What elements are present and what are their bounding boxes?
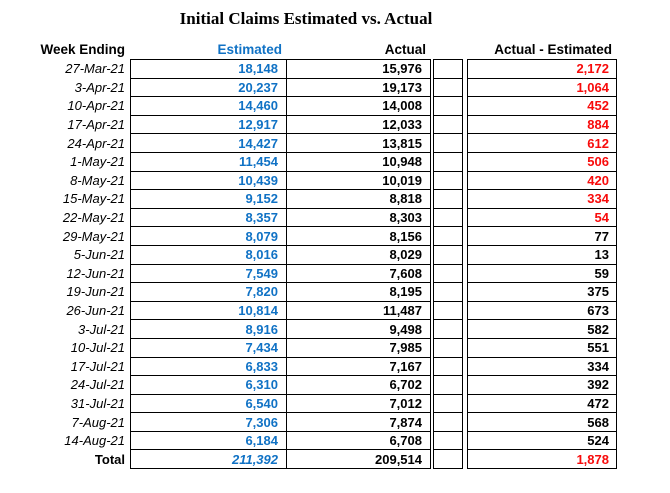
actual-cell[interactable]: 6,708	[286, 431, 431, 451]
week-ending-cell[interactable]: 8-May-21	[70, 172, 125, 188]
estimated-cell[interactable]: 10,814	[130, 301, 287, 321]
spacer-cell[interactable]	[433, 78, 463, 98]
total-spacer-cell[interactable]	[433, 449, 463, 469]
estimated-cell[interactable]: 8,016	[130, 245, 287, 265]
week-ending-cell[interactable]: 3-Apr-21	[74, 79, 125, 95]
actual-cell[interactable]: 8,195	[286, 282, 431, 302]
col-header-week-ending: Week Ending	[40, 42, 125, 57]
actual-cell[interactable]: 15,976	[286, 59, 431, 79]
diff-cell[interactable]: 375	[467, 282, 617, 302]
spacer-cell[interactable]	[433, 115, 463, 135]
actual-cell[interactable]: 7,874	[286, 412, 431, 432]
diff-cell[interactable]: 420	[467, 171, 617, 191]
diff-cell[interactable]: 582	[467, 319, 617, 339]
estimated-cell[interactable]: 7,434	[130, 338, 287, 358]
spacer-cell[interactable]	[433, 96, 463, 116]
actual-cell[interactable]: 8,818	[286, 189, 431, 209]
actual-cell[interactable]: 19,173	[286, 78, 431, 98]
week-ending-cell[interactable]: 22-May-21	[62, 210, 125, 226]
actual-cell[interactable]: 8,303	[286, 208, 431, 228]
estimated-cell[interactable]: 7,820	[130, 282, 287, 302]
total-diff-cell[interactable]: 1,878	[467, 449, 617, 469]
table-row	[0, 375, 670, 395]
week-ending-cell[interactable]: 24-Jul-21	[70, 377, 125, 393]
actual-cell[interactable]: 10,948	[286, 152, 431, 172]
diff-cell[interactable]: 334	[467, 357, 617, 377]
diff-cell[interactable]: 551	[467, 338, 617, 358]
week-ending-cell[interactable]: 5-Jun-21	[73, 247, 125, 263]
week-ending-cell[interactable]: 17-Jul-21	[70, 358, 125, 374]
spacer-cell[interactable]	[433, 245, 463, 265]
table-row	[0, 282, 670, 302]
estimated-cell[interactable]: 7,306	[130, 412, 287, 432]
week-ending-cell[interactable]: 17-Apr-21	[67, 117, 125, 133]
estimated-cell[interactable]: 6,833	[130, 357, 287, 377]
col-header-estimated: Estimated	[217, 42, 282, 57]
diff-cell[interactable]: 673	[467, 301, 617, 321]
table-row	[0, 189, 670, 209]
table-row	[0, 431, 670, 451]
table-row	[0, 96, 670, 116]
spacer-cell[interactable]	[433, 264, 463, 284]
diff-cell[interactable]: 54	[467, 208, 617, 228]
diff-cell[interactable]: 884	[467, 115, 617, 135]
table-row	[0, 115, 670, 135]
table-row	[0, 319, 670, 339]
spacer-cell[interactable]	[433, 338, 463, 358]
actual-cell[interactable]: 7,985	[286, 338, 431, 358]
estimated-cell[interactable]: 18,148	[130, 59, 287, 79]
actual-cell[interactable]: 12,033	[286, 115, 431, 135]
estimated-cell[interactable]: 7,549	[130, 264, 287, 284]
spacer-cell[interactable]	[433, 152, 463, 172]
col-header-spacer	[433, 40, 463, 59]
spacer-cell[interactable]	[433, 319, 463, 339]
week-ending-cell[interactable]: 29-May-21	[62, 228, 125, 244]
spacer-cell[interactable]	[433, 59, 463, 79]
week-ending-cell[interactable]: 12-Jun-21	[66, 265, 125, 281]
table-row	[0, 357, 670, 377]
diff-cell[interactable]: 392	[467, 375, 617, 395]
estimated-cell[interactable]: 6,540	[130, 394, 287, 414]
header-row	[0, 40, 670, 59]
diff-cell[interactable]: 1,064	[467, 78, 617, 98]
diff-cell[interactable]: 472	[467, 394, 617, 414]
actual-cell[interactable]: 14,008	[286, 96, 431, 116]
week-ending-cell[interactable]: 31-Jul-21	[70, 395, 125, 411]
week-ending-cell[interactable]: 26-Jun-21	[66, 303, 125, 319]
table-row	[0, 78, 670, 98]
estimated-cell[interactable]: 14,427	[130, 133, 287, 153]
table-row	[0, 264, 670, 284]
table-row	[0, 152, 670, 172]
spacer-cell[interactable]	[433, 412, 463, 432]
estimated-cell[interactable]: 6,184	[130, 431, 287, 451]
table-row	[0, 412, 670, 432]
table-row	[0, 133, 670, 153]
estimated-cell[interactable]: 6,310	[130, 375, 287, 395]
estimated-cell[interactable]: 11,454	[130, 152, 287, 172]
claims-table	[0, 40, 670, 469]
week-ending-cell[interactable]: 1-May-21	[70, 154, 125, 170]
estimated-cell[interactable]: 12,917	[130, 115, 287, 135]
actual-cell[interactable]: 8,029	[286, 245, 431, 265]
actual-cell[interactable]: 10,019	[286, 171, 431, 191]
estimated-cell[interactable]: 20,237	[130, 78, 287, 98]
actual-cell[interactable]: 8,156	[286, 226, 431, 246]
week-ending-cell[interactable]: 7-Aug-21	[71, 414, 125, 430]
week-ending-cell[interactable]: 19-Jun-21	[66, 284, 125, 300]
table-row	[0, 59, 670, 79]
week-ending-cell[interactable]: 27-Mar-21	[65, 61, 125, 77]
estimated-cell[interactable]: 8,916	[130, 319, 287, 339]
table-row	[0, 226, 670, 246]
spacer-cell[interactable]	[433, 301, 463, 321]
week-ending-cell[interactable]: 10-Jul-21	[70, 340, 125, 356]
spacer-cell[interactable]	[433, 171, 463, 191]
spacer-cell[interactable]	[433, 133, 463, 153]
estimated-cell[interactable]: 8,079	[130, 226, 287, 246]
table-row	[0, 208, 670, 228]
total-label-cell[interactable]: Total	[94, 451, 125, 467]
diff-cell[interactable]: 506	[467, 152, 617, 172]
week-ending-cell[interactable]: 3-Jul-21	[78, 321, 125, 337]
diff-cell[interactable]: 568	[467, 412, 617, 432]
table-row	[0, 338, 670, 358]
actual-cell[interactable]: 7,012	[286, 394, 431, 414]
col-header-actual: Actual	[384, 42, 426, 57]
actual-cell[interactable]: 7,608	[286, 264, 431, 284]
actual-cell[interactable]: 7,167	[286, 357, 431, 377]
actual-cell[interactable]: 9,498	[286, 319, 431, 339]
actual-cell[interactable]: 11,487	[286, 301, 431, 321]
spacer-cell[interactable]	[433, 431, 463, 451]
col-header-diff: Actual - Estimated	[494, 42, 612, 57]
spacer-cell[interactable]	[433, 208, 463, 228]
actual-cell[interactable]: 13,815	[286, 133, 431, 153]
diff-cell[interactable]: 524	[467, 431, 617, 451]
diff-cell[interactable]: 334	[467, 189, 617, 209]
table-row	[0, 171, 670, 191]
diff-cell[interactable]: 612	[467, 133, 617, 153]
spacer-cell[interactable]	[433, 282, 463, 302]
spacer-cell[interactable]	[433, 226, 463, 246]
total-estimated-cell[interactable]: 211,392	[130, 449, 287, 469]
spacer-cell[interactable]	[433, 394, 463, 414]
estimated-cell[interactable]: 14,460	[130, 96, 287, 116]
spacer-cell[interactable]	[433, 189, 463, 209]
estimated-cell[interactable]: 9,152	[130, 189, 287, 209]
table-row	[0, 245, 670, 265]
diff-cell[interactable]: 2,172	[467, 59, 617, 79]
estimated-cell[interactable]: 8,357	[130, 208, 287, 228]
week-ending-cell[interactable]: 14-Aug-21	[64, 433, 125, 449]
week-ending-cell[interactable]: 10-Apr-21	[67, 98, 125, 114]
diff-cell[interactable]: 59	[467, 264, 617, 284]
total-actual-cell[interactable]: 209,514	[286, 449, 431, 469]
diff-cell[interactable]: 77	[467, 226, 617, 246]
week-ending-cell[interactable]: 15-May-21	[62, 191, 125, 207]
spacer-cell[interactable]	[433, 357, 463, 377]
diff-cell[interactable]: 13	[467, 245, 617, 265]
week-ending-cell[interactable]: 24-Apr-21	[67, 135, 125, 151]
table-title: Initial Claims Estimated vs. Actual	[179, 9, 433, 28]
table-row	[0, 301, 670, 321]
spacer-cell[interactable]	[433, 375, 463, 395]
actual-cell[interactable]: 6,702	[286, 375, 431, 395]
table-row	[0, 394, 670, 414]
total-row	[0, 449, 670, 469]
diff-cell[interactable]: 452	[467, 96, 617, 116]
table-body	[0, 59, 670, 450]
estimated-cell[interactable]: 10,439	[130, 171, 287, 191]
